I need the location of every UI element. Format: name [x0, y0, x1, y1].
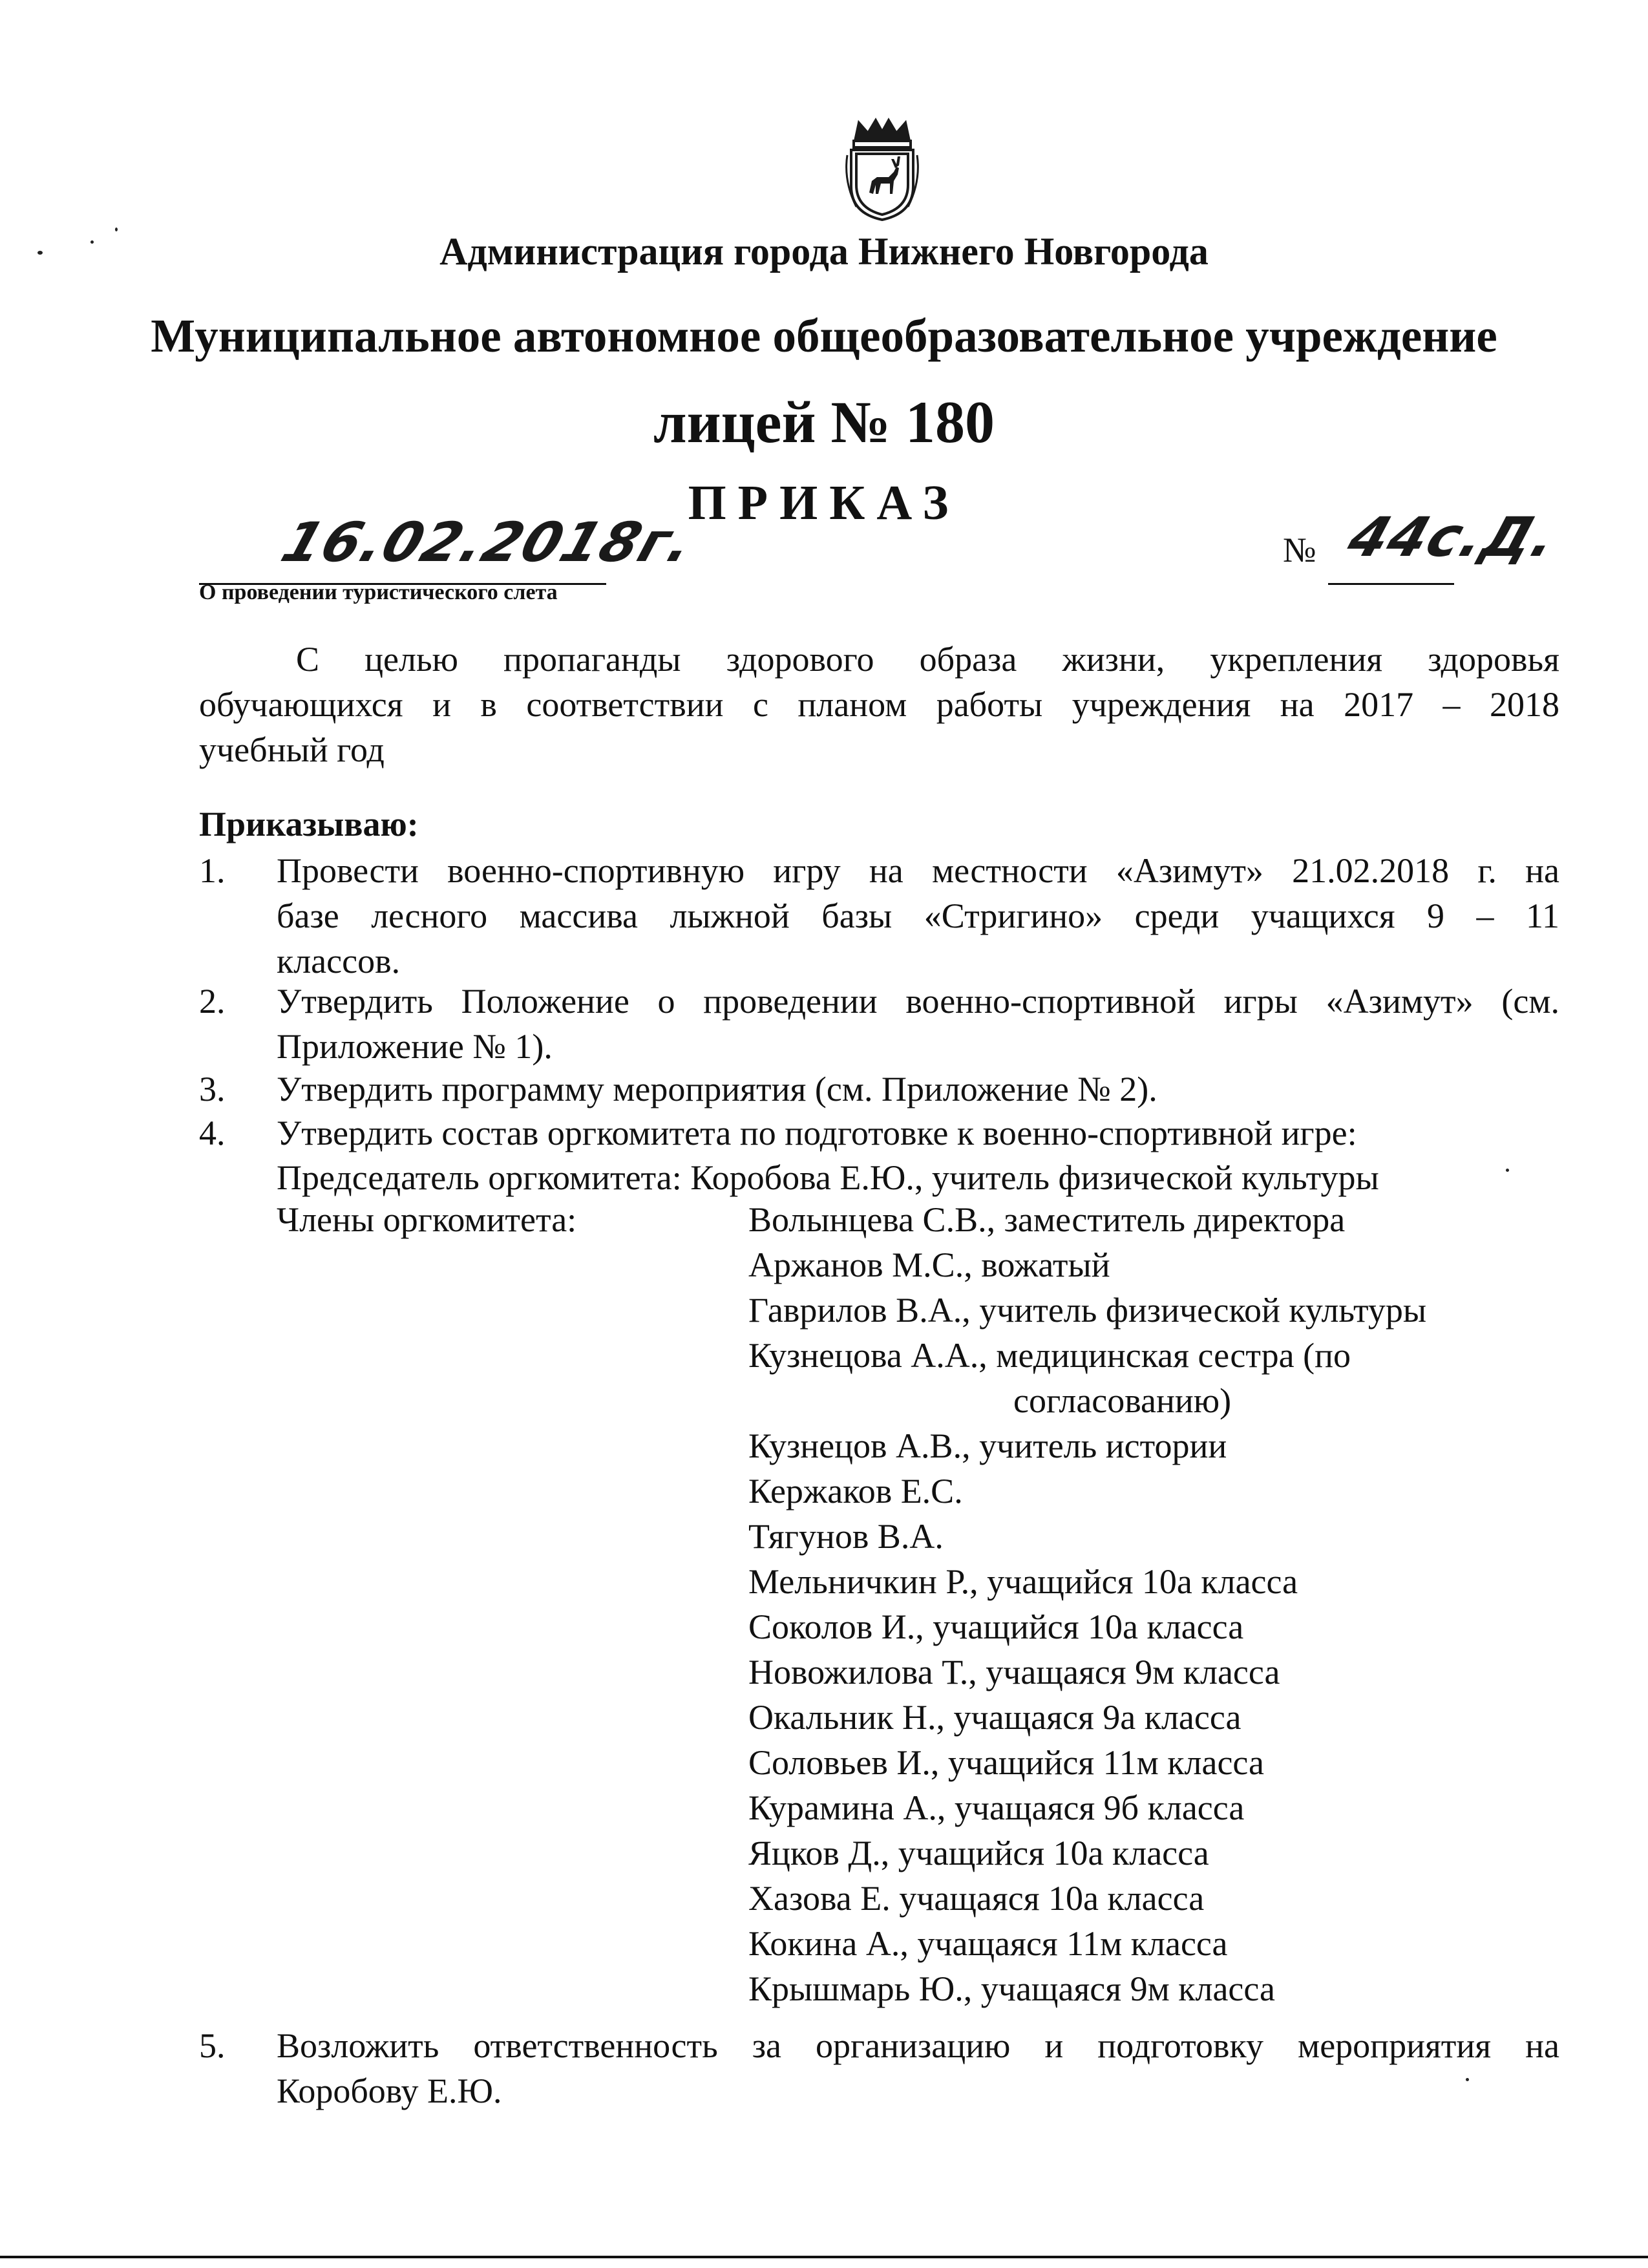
handwritten-date: 16.02.2018г.	[274, 511, 703, 574]
order-item	[277, 2023, 1559, 2114]
committee-chair: Председатель оргкомитета: Коробова Е.Ю., учитель физической культуры	[277, 1158, 1379, 1197]
number-underline	[1328, 583, 1454, 585]
committee-member: Кузнецов А.В., учитель истории	[748, 1426, 1227, 1465]
committee-member: Окальник Н., учащаяся 9а класса	[748, 1698, 1241, 1737]
committee-member: Тягунов В.А.	[748, 1517, 944, 1556]
preamble	[199, 637, 1559, 772]
order-item	[277, 979, 1559, 1069]
preamble-line: обучающихся и в соответствии с планом работы учреждения на 2017 – 2018	[199, 685, 1559, 724]
item-line: Провести военно-спортивную игру на местности «Азимут» 21.02.2018 г. на	[277, 851, 1559, 890]
committee-member: Мельничкин Р., учащийся 10а класса	[748, 1562, 1298, 1601]
committee-member: Кузнецова А.А., медицинская сестра (по	[748, 1336, 1351, 1375]
item-line: классов.	[277, 942, 401, 980]
scan-speck	[1506, 1169, 1509, 1172]
item-line: Приложение № 1).	[277, 1027, 553, 1066]
preamble-line: учебный год	[199, 730, 385, 769]
coat-of-arms-emblem	[843, 116, 921, 223]
item-number: 1.	[199, 851, 226, 890]
committee-member: Новожилова Т., учащаяся 9м класса	[748, 1653, 1280, 1691]
committee-member: Крышмарь Ю., учащаяся 9м класса	[748, 1969, 1275, 2008]
committee-member: Соколов И., учащийся 10а класса	[748, 1607, 1244, 1646]
item-line: Утвердить программу мероприятия (см. Приложение № 2).	[277, 1070, 1157, 1108]
item-number: 2.	[199, 982, 226, 1021]
item-line: Утвердить Положение о проведении военно-спортивной игры «Азимут» (см.	[277, 982, 1559, 1021]
item-line: базе лесного массива лыжной базы «Стригино» среди учащихся 9 – 11	[277, 896, 1559, 935]
committee-member: Аржанов М.С., вожатый	[748, 1245, 1110, 1284]
organization-title: Муниципальное автономное общеобразовательное учреждение	[151, 310, 1497, 362]
committee-member: Гаврилов В.А., учитель физической культуры	[748, 1291, 1427, 1330]
committee-member-continuation: согласованию)	[1013, 1381, 1232, 1420]
item-line: Возложить ответственность за организацию и подготовку мероприятия на	[277, 2026, 1559, 2065]
committee-members-label: Члены оргкомитета:	[277, 1200, 577, 1239]
order-item	[277, 1110, 1559, 1156]
committee-member: Кержаков Е.С.	[748, 1472, 963, 1510]
item-line: Коробову Е.Ю.	[277, 2072, 502, 2110]
order-item	[277, 1066, 1559, 1112]
handwritten-number: 44с.Д.	[1340, 505, 1567, 569]
order-item	[277, 848, 1559, 984]
committee-member: Курамина А., учащаяся 9б класса	[748, 1788, 1245, 1827]
committee-members-list	[748, 1197, 1563, 2011]
number-label: №	[1283, 531, 1316, 569]
committee-member: Яцков Д., учащийся 10а класса	[748, 1834, 1209, 1872]
item-number: 4.	[199, 1114, 226, 1152]
preamble-line: С целью пропаганды здорового образа жизни, укрепления здоровья	[296, 640, 1559, 679]
item-number: 5.	[199, 2026, 226, 2065]
item-number: 3.	[199, 1070, 226, 1108]
document-subject: О проведении туристического слета	[199, 580, 558, 604]
document-type: ПРИКАЗ	[688, 476, 960, 530]
item-line: Утвердить состав оргкомитета по подготовке к военно-спортивной игре:	[277, 1114, 1357, 1152]
administration-title: Администрация города Нижнего Новгорода	[439, 230, 1209, 273]
committee-member: Волынцева С.В., заместитель директора	[748, 1200, 1346, 1239]
lyceum-title: лицей № 180	[653, 389, 995, 455]
committee-member: Кокина А., учащаяся 11м класса	[748, 1924, 1228, 1963]
committee-member: Соловьев И., учащийся 11м класса	[748, 1743, 1265, 1782]
committee-member: Хазова Е. учащаяся 10а класса	[748, 1879, 1205, 1918]
footer-rule	[0, 2256, 1648, 2258]
orders-title: Приказываю:	[199, 805, 419, 843]
